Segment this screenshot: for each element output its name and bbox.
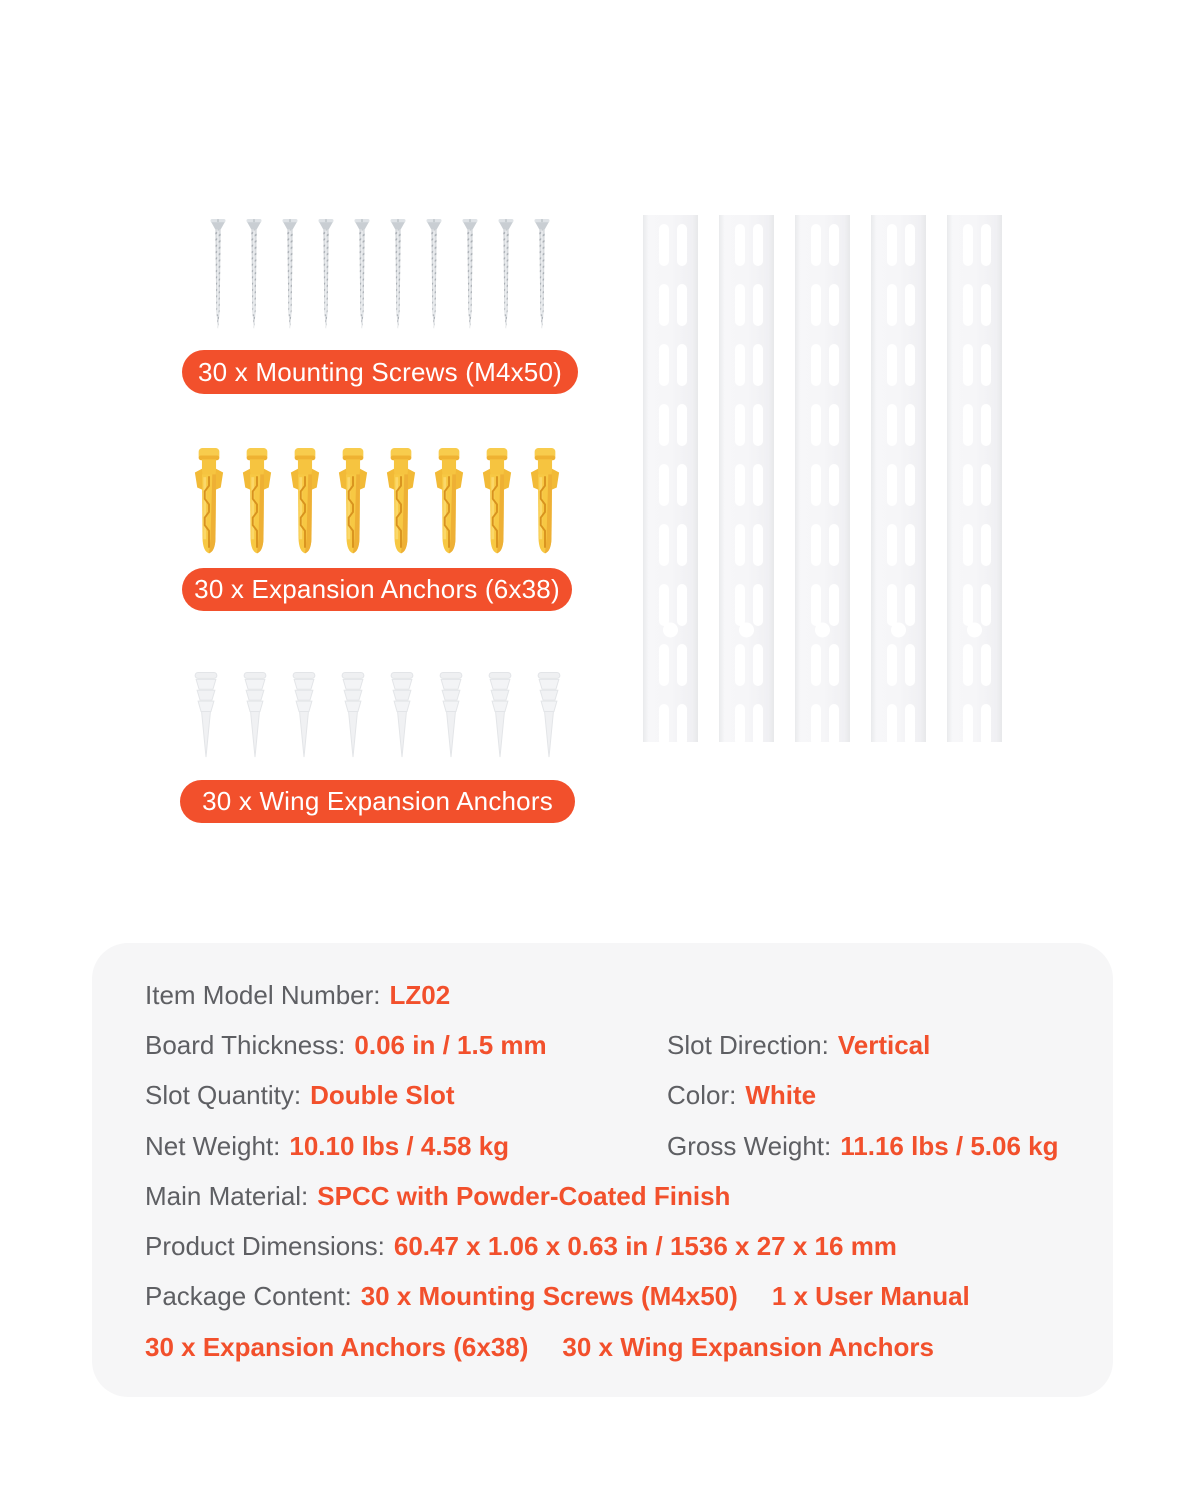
screw-icon xyxy=(534,218,550,333)
screw-icon xyxy=(246,218,262,333)
spec-value-model: LZ02 xyxy=(389,980,451,1010)
spec-label-product-dimensions: Product Dimensions: xyxy=(145,1231,385,1261)
callout-expansion-anchors xyxy=(182,568,572,611)
screw-icon xyxy=(498,218,514,333)
callout-expansion-anchors-label: 30 x Expansion Anchors (6x38) xyxy=(194,574,560,604)
screw-icon xyxy=(210,218,226,333)
specifications-card xyxy=(92,943,1113,1397)
spec-net-weight xyxy=(145,1130,509,1162)
wall-standards-graphic xyxy=(643,215,1002,742)
spec-label-package-content: Package Content: xyxy=(145,1281,352,1311)
spec-value-package-item-screws: 30 x Mounting Screws (M4x50) xyxy=(360,1281,738,1311)
spec-row-package-content-2 xyxy=(92,1331,1113,1365)
expansion-anchor-icon xyxy=(337,448,369,559)
expansion-anchors-graphic xyxy=(193,448,561,559)
wing-anchor-icon xyxy=(290,672,318,759)
spec-value-package-item-anchors: 30 x Expansion Anchors (6x38) xyxy=(145,1332,529,1362)
callout-wing-anchors xyxy=(180,780,575,823)
double-slot-rail-icon xyxy=(795,215,850,742)
spec-slot-quantity xyxy=(145,1079,455,1111)
expansion-anchor-icon xyxy=(385,448,417,559)
expansion-anchor-icon xyxy=(241,448,273,559)
spec-gross-weight xyxy=(667,1130,1059,1162)
spec-row-weights xyxy=(92,1130,1113,1164)
spec-row-thickness-direction xyxy=(92,1029,1113,1063)
spec-package-content-continued xyxy=(145,1331,934,1363)
spec-label-main-material: Main Material: xyxy=(145,1181,309,1211)
spec-value-main-material: SPCC with Powder-Coated Finish xyxy=(317,1181,731,1211)
spec-value-product-dimensions: 60.47 x 1.06 x 0.63 in / 1536 x 27 x 16 mm xyxy=(393,1231,897,1261)
expansion-anchor-icon xyxy=(193,448,225,559)
spec-row-quantity-color xyxy=(92,1079,1113,1113)
spec-label-color: Color: xyxy=(667,1080,737,1110)
spec-value-slot-quantity: Double Slot xyxy=(310,1080,455,1110)
spec-label-board-thickness: Board Thickness: xyxy=(145,1030,346,1060)
callout-mounting-screws-label: 30 x Mounting Screws (M4x50) xyxy=(198,356,562,387)
spec-value-gross-weight: 11.16 lbs / 5.06 kg xyxy=(840,1131,1059,1161)
screw-icon xyxy=(354,218,370,333)
expansion-anchor-icon xyxy=(529,448,561,559)
spec-value-color: White xyxy=(745,1080,817,1110)
spec-label-slot-direction: Slot Direction: xyxy=(667,1030,829,1060)
mounting-screws-graphic xyxy=(210,218,550,333)
spec-slot-direction xyxy=(667,1029,930,1061)
spec-row-package-content-1 xyxy=(92,1280,1113,1314)
screw-icon xyxy=(390,218,406,333)
spec-value-board-thickness: 0.06 in / 1.5 mm xyxy=(354,1030,547,1060)
wing-anchor-icon xyxy=(192,672,220,759)
spec-label-net-weight: Net Weight: xyxy=(145,1131,281,1161)
expansion-anchor-icon xyxy=(481,448,513,559)
wing-anchor-icon xyxy=(437,672,465,759)
double-slot-rail-icon xyxy=(719,215,774,742)
spec-value-net-weight: 10.10 lbs / 4.58 kg xyxy=(289,1131,510,1161)
double-slot-rail-icon xyxy=(643,215,698,742)
callout-wing-anchors-label: 30 x Wing Expansion Anchors xyxy=(202,786,553,816)
screw-icon xyxy=(462,218,478,333)
spec-value-slot-direction: Vertical xyxy=(837,1030,931,1060)
spec-color xyxy=(667,1079,816,1111)
spec-row-model xyxy=(92,979,1113,1013)
wing-anchor-icon xyxy=(388,672,416,759)
spec-label-slot-quantity: Slot Quantity: xyxy=(145,1080,302,1110)
screw-icon xyxy=(318,218,334,333)
wing-anchor-icon xyxy=(535,672,563,759)
wing-anchor-icon xyxy=(339,672,367,759)
spec-board-thickness xyxy=(145,1029,547,1061)
double-slot-rail-icon xyxy=(947,215,1002,742)
wing-anchor-icon xyxy=(486,672,514,759)
screw-icon xyxy=(282,218,298,333)
wing-anchors-graphic xyxy=(192,672,563,759)
wing-anchor-icon xyxy=(241,672,269,759)
spec-label-model: Item Model Number: xyxy=(145,980,381,1010)
spec-row-material xyxy=(92,1180,1113,1214)
callout-mounting-screws xyxy=(182,350,578,394)
spec-package-content xyxy=(145,1280,970,1312)
expansion-anchor-icon xyxy=(289,448,321,559)
screw-icon xyxy=(426,218,442,333)
spec-row-dimensions xyxy=(92,1230,1113,1264)
spec-label-gross-weight: Gross Weight: xyxy=(667,1131,832,1161)
spec-value-package-item-manual: 1 x User Manual xyxy=(771,1281,970,1311)
spec-product-dimensions xyxy=(145,1230,897,1262)
expansion-anchor-icon xyxy=(433,448,465,559)
double-slot-rail-icon xyxy=(871,215,926,742)
spec-value-package-item-wing-anchors: 30 x Wing Expansion Anchors xyxy=(562,1332,934,1362)
spec-main-material xyxy=(145,1180,730,1212)
spec-model xyxy=(145,979,450,1011)
